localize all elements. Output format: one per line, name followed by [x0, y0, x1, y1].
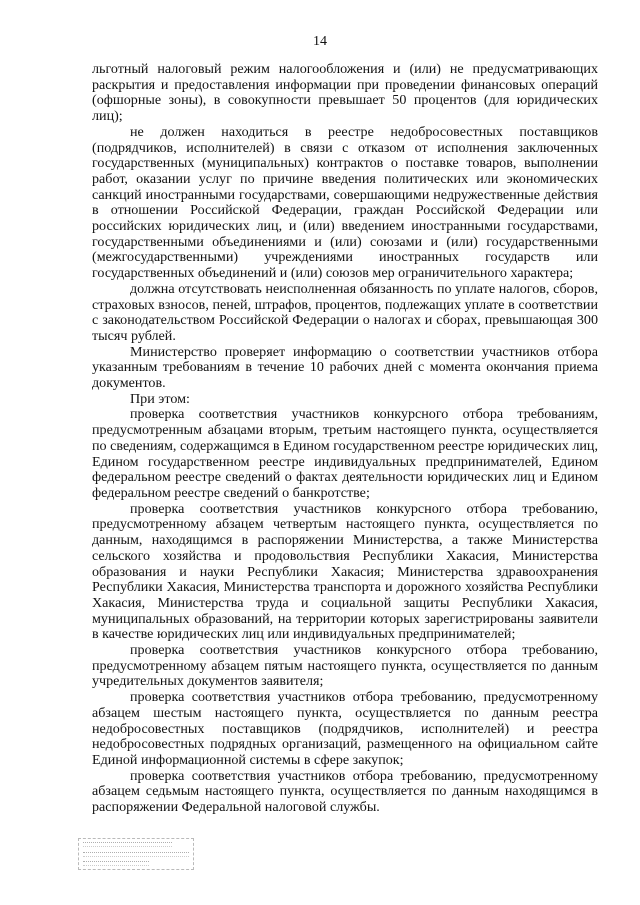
paragraph: проверка соответствия участников конкурсного отбора требованиям, предусмотренным абзацами вторым, третьим настоящего пункта, осуществляется по сведениям, содержащимся в Едином государственном реестре юридических лиц, Едином государственном реестре индивидуальных предпринимателей, Едином федеральном реестре сведений о фактах деятельности юридических лиц и Едином федеральном реестре сведений о банкротстве;: [92, 406, 598, 501]
paragraph: не должен находиться в реестре недобросовестных поставщиков (подрядчиков, исполнителей) в связи с отказом от исполнения заключенных государственных (муниципальных) контрактов о поставке товаров, выполнении работ, оказании услуг по причине введения политических или экономических санкций иностранными государствами, совершающими недружественные действия в отношении Российской Федерации, граждан Российской Федерации или российских юридических лиц, и (или) введением иностранными государствами, государственными объединениями и (или) союзами и (или) государственными (межгосударственными) учреждениями иностранных государств или государственных объединений и (или) союзов мер ограничительного характера;: [92, 123, 598, 282]
stamp-line: [83, 852, 189, 857]
stamp-line: [83, 842, 172, 847]
page-number: 14: [313, 34, 327, 49]
paragraph: проверка соответствия участников конкурсного отбора требованию, предусмотренному абзацем пятым настоящего пункта, осуществляется по данным учредительных документов заявителя;: [92, 642, 598, 690]
paragraph: проверка соответствия участников конкурсного отбора требованию, предусмотренному абзацем четвертым настоящего пункта, осуществляется по данным, находящимся в распоряжении Министерства, а также Министерства сельского хозяйства и продовольствия Республики Хакасия, Министерства образования и науки Республики Хакасия; Министерства здравоохранения Республики Хакасия, Министерства транспорта и дорожного хозяйства Республики Хакасия, Министерства труда и социальной защиты Республики Хакасия, муниципальных образований, на территории которых зарегистрированы заявители в качестве юридических лиц или индивидуальных предпринимателей;: [92, 500, 598, 643]
document-body: [92, 62, 598, 816]
paragraph: должна отсутствовать неисполненная обязанность по уплате налогов, сборов, страховых взносов, пеней, штрафов, процентов, подлежащих уплате в соответствии с законодательством Российской Федерации о налогах и сборах, превышающая 300 тысяч рублей.: [92, 280, 598, 344]
paragraph: проверка соответствия участников отбора требованию, предусмотренному абзацем шестым настоящего пункта, осуществляется по данным реестра недобросовестных поставщиков (подрядчиков, исполнителей) и реестра недобросовестных подрядных организаций, размещенного на официальном сайте Единой информационной системы в сфере закупок;: [92, 689, 598, 768]
paragraph: проверка соответствия участников отбора требованию, предусмотренному абзацем седьмым настоящего пункта, осуществляется по данным находящимся в распоряжении Федеральной налоговой службы.: [92, 767, 598, 816]
paragraph: льготный налоговый режим налогообложения и (или) не предусматривающих раскрытия и предоставления информации при проведении финансовых операций (офшорные зоны), в совокупности превышает 50 процентов (для юридических лиц);: [92, 61, 598, 125]
document-stamp: [78, 838, 194, 870]
paragraph: При этом:: [130, 390, 190, 407]
stamp-line: [83, 861, 149, 866]
paragraph: Министерство проверяет информацию о соответствии участников отбора указанным требованиям в течение 10 рабочих дней с момента окончания приема документов.: [92, 343, 598, 392]
